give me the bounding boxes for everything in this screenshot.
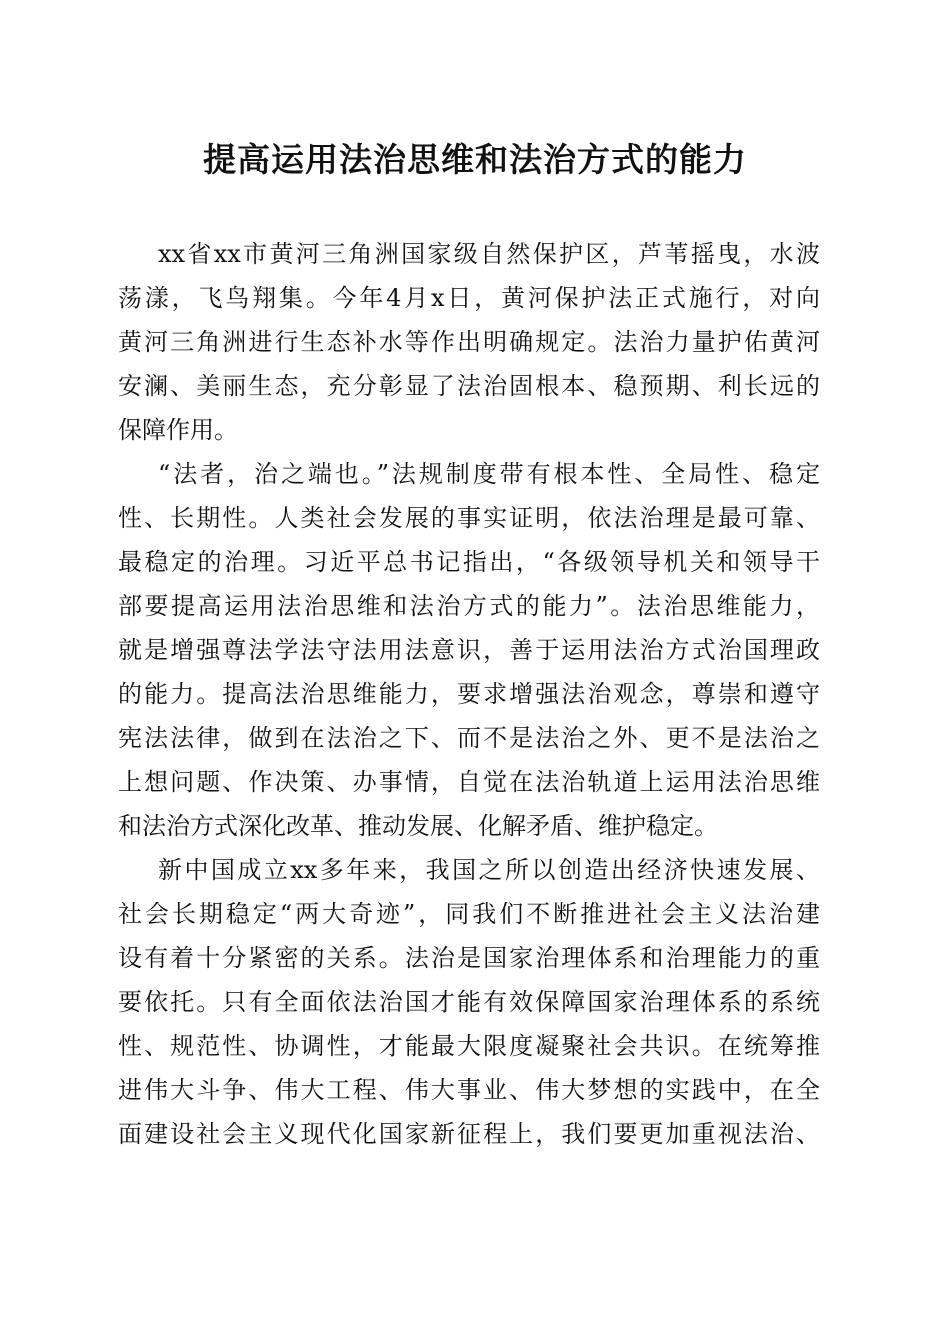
document-title: 提高运用法治思维和法治方式的能力 <box>203 140 747 179</box>
text-line: 的能力。提高法治思维能力，要求增强法治观念，尊崇和遵守 <box>118 680 820 708</box>
text-line: xx省xx市黄河三角洲国家级自然保护区，芦苇摇曳，水波 <box>158 240 820 268</box>
text-line: 宪法法律，做到在法治之下、而不是法治之外、更不是法治之 <box>118 724 820 752</box>
text-line: 黄河三角洲进行生态补水等作出明确规定。法治力量护佑黄河 <box>118 328 820 356</box>
text-line: 社会长期稳定“两大奇迹”，同我们不断推进社会主义法治建 <box>118 900 820 928</box>
text-line: 最稳定的治理。习近平总书记指出，“各级领导机关和领导干 <box>118 548 820 576</box>
text-line: 性、规范性、协调性，才能最大限度凝聚社会共识。在统筹推 <box>118 1032 820 1060</box>
paragraph <box>118 452 820 848</box>
text-line: 和法治方式深化改革、推动发展、化解矛盾、维护稳定。 <box>118 812 718 840</box>
text-line: 设有着十分紧密的关系。法治是国家治理体系和治理能力的重 <box>118 944 820 972</box>
text-line: 要依托。只有全面依法治国才能有效保障国家治理体系的系统 <box>118 988 820 1016</box>
text-line: 新中国成立xx多年来，我国之所以创造出经济快速发展、 <box>158 856 820 884</box>
text-line: 保障作用。 <box>118 416 238 444</box>
text-line: 就是增强尊法学法守法用法意识，善于运用法治方式治国理政 <box>118 636 820 664</box>
text-line: 面建设社会主义现代化国家新征程上，我们要更加重视法治、 <box>118 1120 820 1148</box>
text-line: “法者，治之端也。”法规制度带有根本性、全局性、稳定 <box>158 460 820 488</box>
document-body <box>118 232 820 1156</box>
text-line: 进伟大斗争、伟大工程、伟大事业、伟大梦想的实践中，在全 <box>118 1076 820 1104</box>
text-line: 部要提高运用法治思维和法治方式的能力”。法治思维能力， <box>118 592 820 620</box>
paragraph <box>118 848 820 1156</box>
text-line: 荡漾，飞鸟翔集。今年4月x日，黄河保护法正式施行，对向 <box>118 284 820 312</box>
paragraph <box>118 232 820 452</box>
text-line: 安澜、美丽生态，充分彰显了法治固根本、稳预期、利长远的 <box>118 372 820 400</box>
text-line: 上想问题、作决策、办事情，自觉在法治轨道上运用法治思维 <box>118 768 820 796</box>
text-line: 性、长期性。人类社会发展的事实证明，依法治理是最可靠、 <box>118 504 820 532</box>
